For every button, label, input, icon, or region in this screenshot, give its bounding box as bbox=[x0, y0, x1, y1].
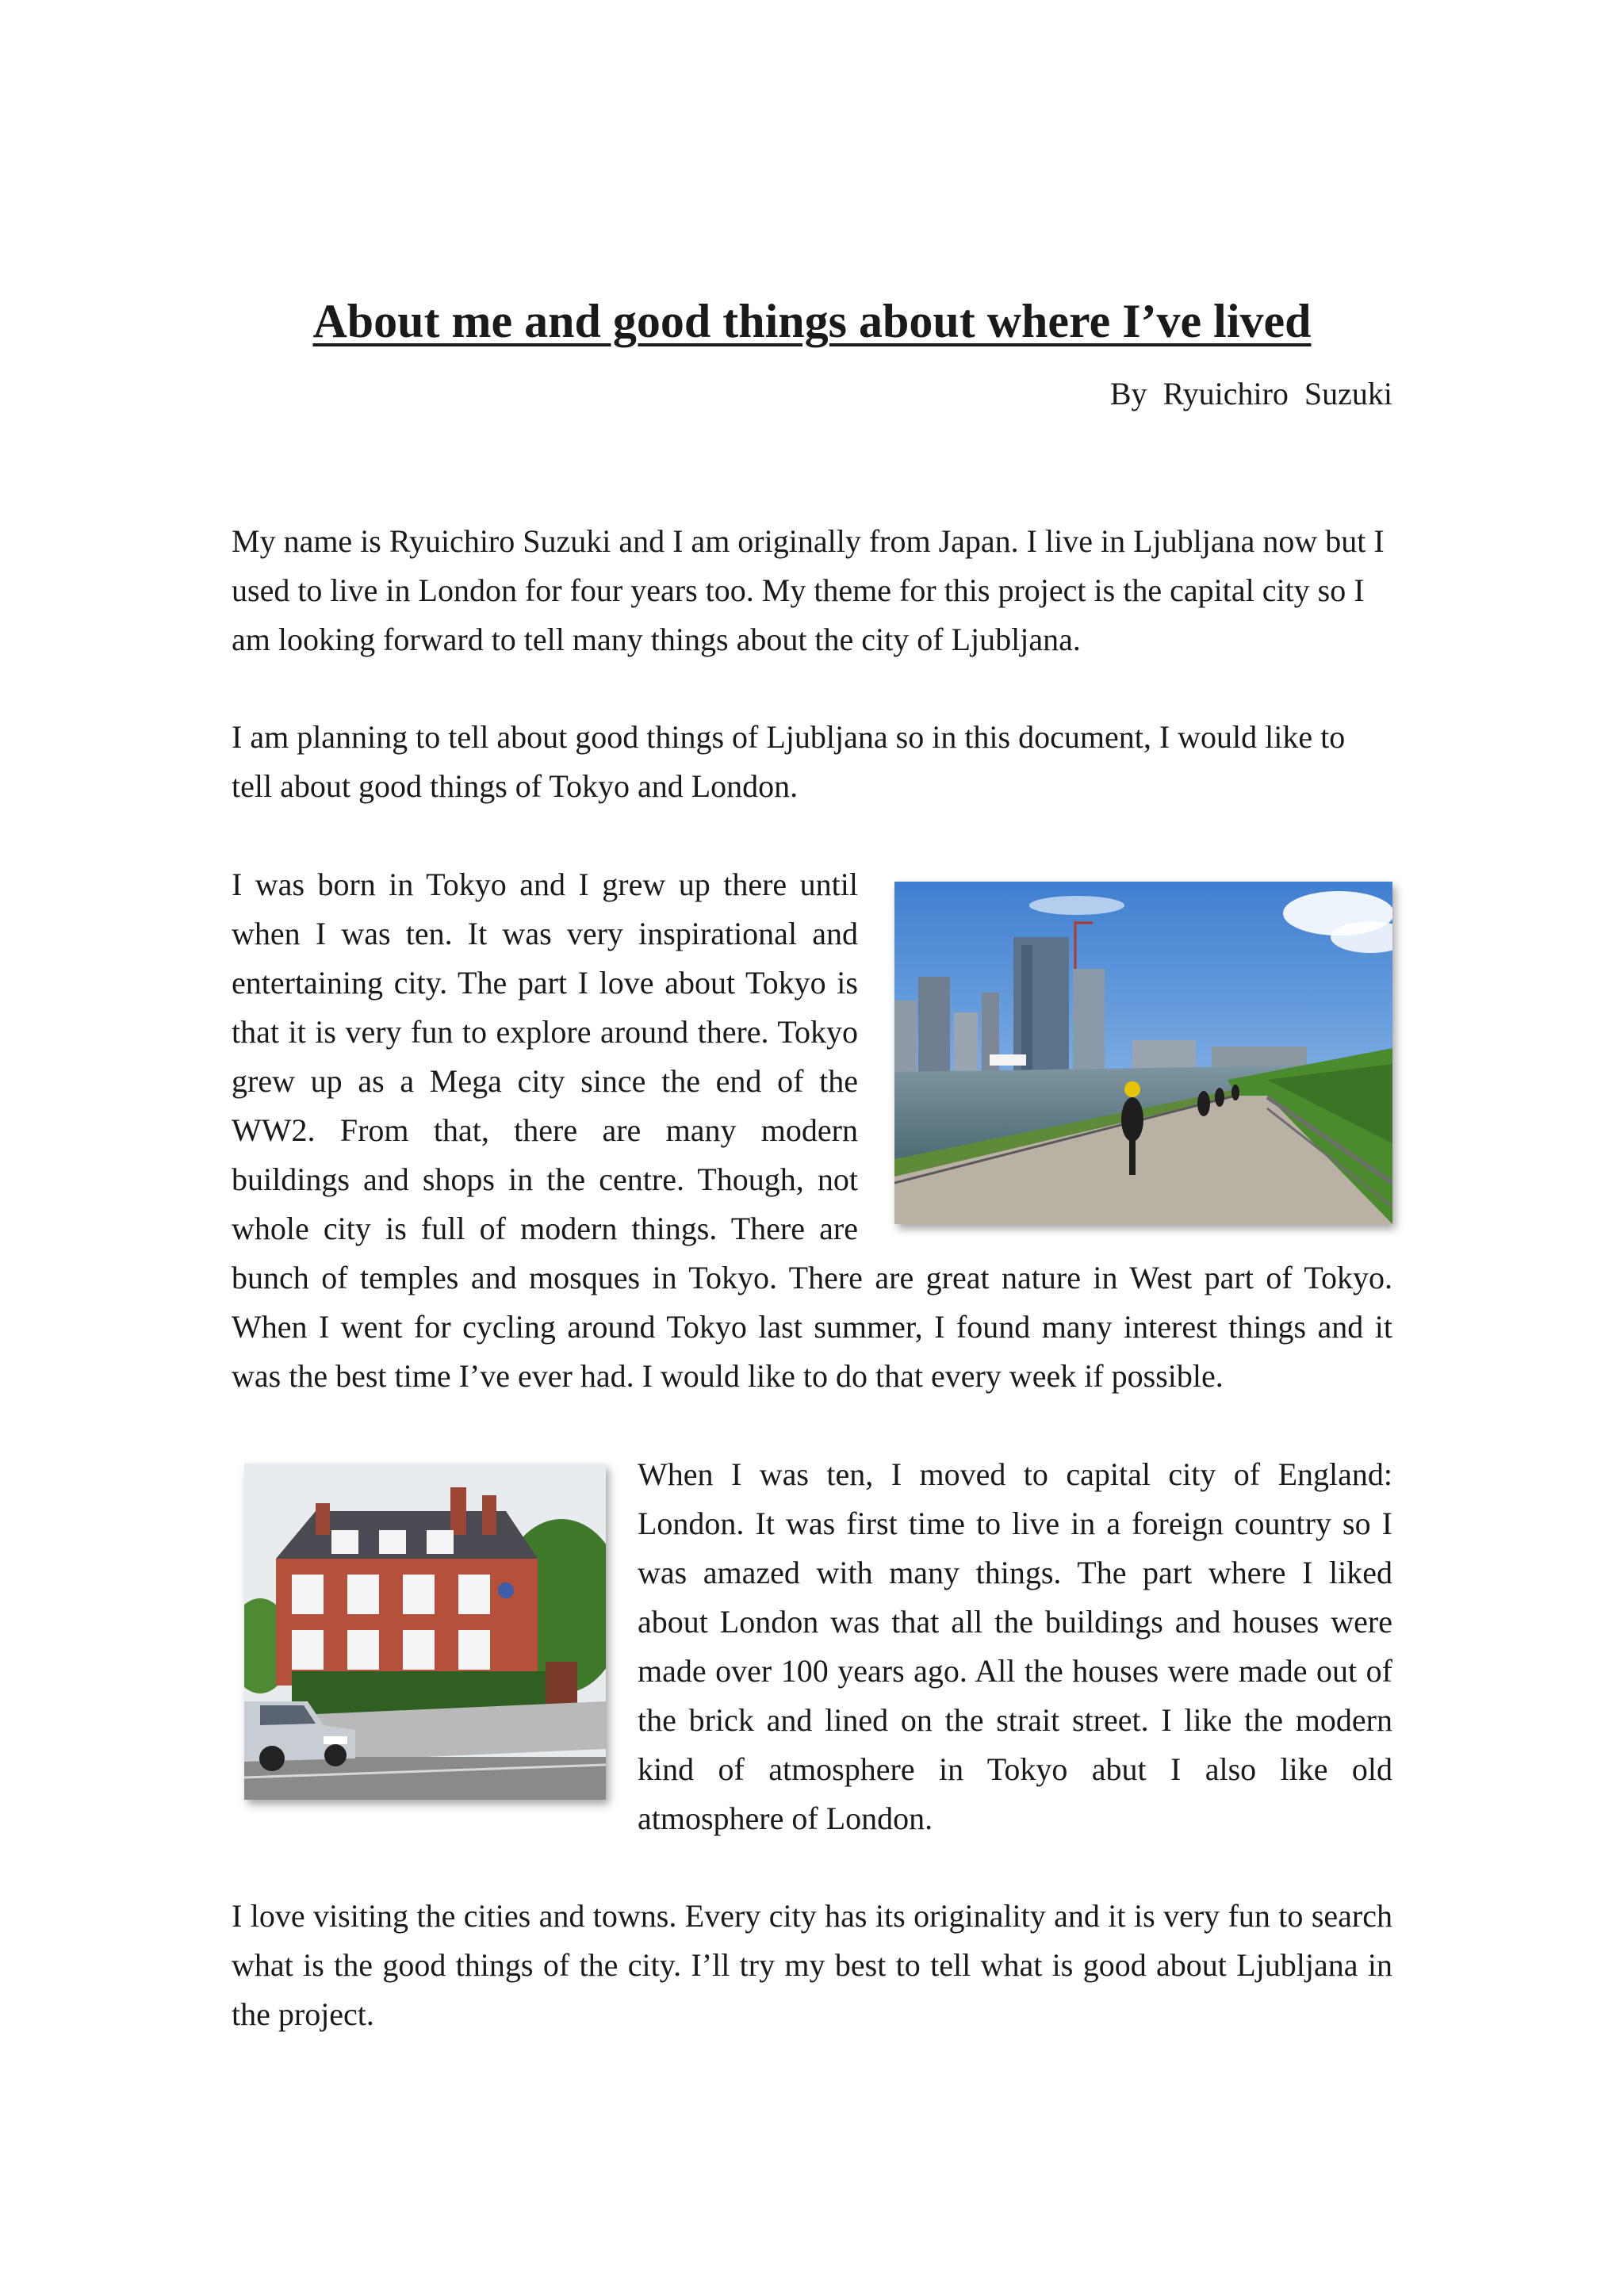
document-title: About me and good things about where I’ve lived bbox=[312, 295, 1312, 347]
author-byline: By Ryuichiro Suzuki bbox=[1109, 376, 1392, 411]
paragraph-tokyo: I was born in Tokyo and I grew up there until when I was ten. It was very inspirational and entertaining city. The part I love about Tokyo is that it is very fun to explore around there. Tokyo grew up as a Mega city since the end of the WW2. From that, there are many modern buildings and shops in the centre. Though, not whole city is full of modern things. There are bbox=[232, 867, 858, 1246]
paragraph-intro: My name is Ryuichiro Suzuki and I am originally from Japan. I live in Ljubljana now but I used to live in London for four years too. My theme for this project is the capital city so I am looking forward to tell many things about the city of Ljubljana. bbox=[232, 523, 1385, 657]
london-brick-house-photo bbox=[244, 1464, 606, 1800]
paragraph-plan: I am planning to tell about good things of Ljubljana so in this document, I would like to tell about good things of Tokyo and London. bbox=[232, 719, 1346, 804]
paragraph-london: When I was ten, I moved to capital city of England: London. It was first time to live in a foreign country so I was amazed with many things. The part where I liked about London was that all the buildings and houses were made over 100 years ago. All the houses were made out of the brick and lined on the strait street. I like the modern kind of atmosphere in Tokyo abut I also like old atmosphere of London. bbox=[638, 1456, 1392, 1836]
paragraph-tokyo-continued: bunch of temples and mosques in Tokyo. There are great nature in West part of Tokyo. When I went for cycling around Tokyo last summer, I found many interest things and it was the best time I’ve ever had. I would like to do that every week if possible. bbox=[232, 1260, 1392, 1394]
paragraph-closing: I love visiting the cities and towns. Every city has its originality and it is very fun to search what is the good things of the city. I’ll try my best to tell what is good about Ljubljana in the project. bbox=[232, 1898, 1392, 2032]
tokyo-river-cycling-photo bbox=[894, 882, 1392, 1224]
